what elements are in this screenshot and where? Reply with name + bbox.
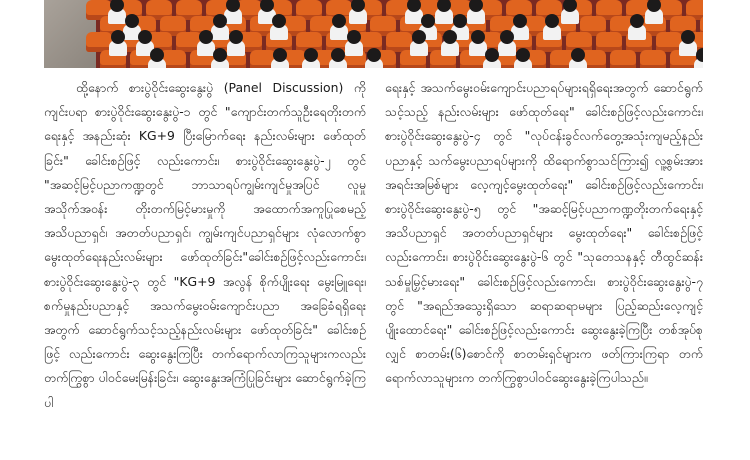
audience-member-head: [272, 14, 286, 28]
audience-member-head: [150, 48, 164, 62]
audience-member-head: [125, 14, 139, 28]
audience-member-head: [630, 14, 644, 28]
seat-row: [86, 32, 693, 52]
audience-member-head: [347, 30, 361, 44]
audience-member-head: [213, 48, 227, 62]
article-text-right: ရေးနှင့် အသက်မွေးဝမ်းကျောင်းပညာရပ်များရရှိရေးအတွက် ဆောင်ရွက်သင့်သည့် နည်းလမ်းများ ဖော်ထုတ်ရေး" ခေါင်းစဉ်ဖြင့်လည်းကောင်း၊ စားပွဲဝိုင်းဆွေးနွေးပွဲ-၄ တွင် "လုပ်ငန်းခွင်လက်တွေ့အသုံးကျမည့်နည်းပညာနှင့် သက်မွေးပညာရပ်များကို ထိရောက်စွာသင်ကြား၍ လူ့စွမ်းအားအရင်းအမြစ်များ လေ့ကျင့်မွေးထုတ်ရေး" ခေါင်းစဉ်ဖြင့်လည်းကောင်း၊ စားပွဲဝိုင်းဆွေးနွေးပွဲ-၅ တွင် "အဆင့်မြင့်ပညာကဏ္ဍတိုးတက်ရေးနှင့် အသိပညာရှင် အတတ်ပညာရှင်များ မွေးထုတ်ရေး" ခေါင်းစဉ်ဖြင့်လည်းကောင်း၊ စားပွဲဝိုင်းဆွေးနွေးပွဲ-၆ တွင် "သုတေသနနှင့် တီထွင်ဆန်းသစ်မှုမြှင့်မားရေး" ခေါင်းစဉ်ဖြင့်လည်းကောင်း၊ စားပွဲဝိုင်းဆွေးနွေးပွဲ-၇ တွင် "အရည်အသွေးရှိသော ဆရာဆရာမများ ပြည့်ဆည်းလေ့ကျင့်ပျိုးထောင်ရေး" ခေါင်းစဉ်ဖြင့်လည်းကောင်း ဆွေးနွေးခဲ့ကြပြီး တစ်အုပ်စုလျှင် စာတမ်း(၆)စောင်ကို စာတမ်းရှင်များက ဖတ်ကြားကြရာ တက်ရောက်လာသူများက တက်ကြွစွာပါဝင်ဆွေးနွေးခဲ့ကြပါသည်။: [385, 80, 703, 386]
audience-member-head: [367, 48, 381, 62]
audience-member-head: [273, 48, 287, 62]
audience-member-head: [304, 48, 318, 62]
seat: [640, 50, 666, 68]
seat: [610, 50, 636, 68]
article-column-left: [44, 76, 366, 460]
audience-member-head: [331, 48, 345, 62]
audience-member-head: [111, 30, 125, 44]
audience-member-head: [213, 14, 227, 28]
audience-member-head: [513, 14, 527, 28]
audience-member-head: [453, 14, 467, 28]
audience-photo: [44, 0, 703, 68]
seat: [386, 32, 412, 52]
audience-member-head: [138, 30, 152, 44]
audience-member-head: [471, 30, 485, 44]
audience-member-head: [332, 14, 346, 28]
article-text-left: ထို့နောက် စားပွဲဝိုင်းဆွေးနွေးပွဲ (Panel Discussion) ကို ကျင်းပရာ စားပွဲဝိုင်းဆွေးနွေးပွဲ-၁ တွင် "ကျောင်းတက်သူဦးရေတိုးတက်ရေးနှင့် အနည်းဆုံး KG+9 ပြီးမြောက်ရေး နည်းလမ်းများ ဖော်ထုတ်ခြင်း" ခေါင်းစဉ်ဖြင့် လည်းကောင်း၊ စားပွဲဝိုင်းဆွေးနွေးပွဲ-၂ တွင် "အဆင့်မြင့်ပညာကဏ္ဍတွင် ဘာသာရပ်ကျွမ်းကျင်မှုအပြင် လူမှုအသိုက်အဝန်း တိုးတက်မြင့်မားမှုကို အထောက်အကူပြုစေမည့် အသိပညာရှင်၊ အတတ်ပညာရှင်၊ ကျွမ်းကျင်ပညာရှင်များ လုံလောက်စွာ မွေးထုတ်ရေးနည်းလမ်းများ ဖော်ထုတ်ခြင်း"ခေါင်းစဉ်ဖြင့်လည်းကောင်း၊ စားပွဲဝိုင်းဆွေးနွေးပွဲ-၃ တွင် "KG+9 အလွန် စိုက်ပျိုးရေး မွေးမြူရေး၊ စက်မှုနည်းပညာနှင့် အသက်မွေးဝမ်းကျောင်းပညာ အခြေခံရရှိရေးအတွက် ဆောင်ရွက်သင့်သည့်နည်းလမ်းများ ဖော်ထုတ်ခြင်း" ခေါင်းစဉ်ဖြင့် လည်းကောင်း ဆွေးနွေးကြပြီး တက်ရောက်လာကြသူများကလည်း တက်ကြွစွာ ပါဝင်မေးမြန်းခြင်း၊ ဆွေးနွေးအကြံပြုခြင်းများ ဆောင်ရွက်ခဲ့ကြပါ: [44, 80, 366, 410]
seat-row: [100, 50, 703, 68]
audience-member-head: [199, 30, 213, 44]
article-column-right: [385, 76, 703, 460]
audience-member-head: [412, 30, 426, 44]
audience-member-head: [681, 30, 695, 44]
audience-member-head: [443, 30, 457, 44]
audience-member-head: [545, 14, 559, 28]
audience-member-head: [485, 48, 499, 62]
audience-member-head: [696, 48, 703, 62]
seat: [596, 32, 622, 52]
audience-member-head: [421, 14, 435, 28]
audience-member-head: [571, 48, 585, 62]
audience-member-head: [229, 30, 243, 44]
audience-member-head: [516, 48, 530, 62]
audience-member-head: [500, 30, 514, 44]
